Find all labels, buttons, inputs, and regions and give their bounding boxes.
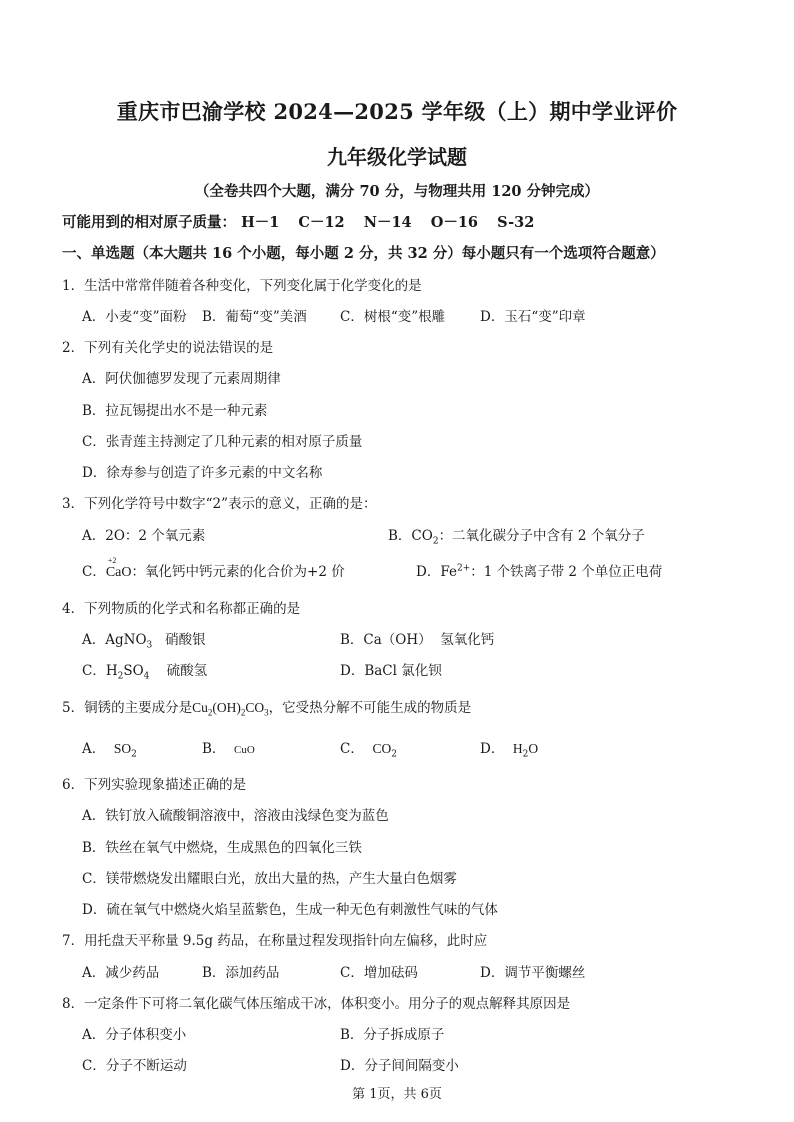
q8-option-a: A．分子体积变小 xyxy=(82,1027,187,1043)
q4-d-formula: D．BaCl xyxy=(340,663,397,679)
q3-option-b xyxy=(388,524,645,547)
q5-f1: Cu xyxy=(192,700,208,715)
q5-stem-post: ，它受热分解不可能生成的物质是 xyxy=(268,700,472,716)
q4-a-pre: A．AgNO xyxy=(82,632,147,648)
q1-stem: 1．生活中常常伴随着各种变化，下列变化属于化学变化的是 xyxy=(62,278,422,294)
q4-option-a xyxy=(82,628,206,651)
q5-a-label: A． xyxy=(82,741,106,757)
q5-option-b xyxy=(202,737,255,757)
q5-b-label: B． xyxy=(202,741,226,757)
q7-option-d: D．调节平衡螺丝 xyxy=(480,965,586,981)
q3-c-valence: +2 xyxy=(107,556,117,565)
q4-stem: 4．下列物质的化学式和名称都正确的是 xyxy=(62,601,301,617)
q3-b-sub: 2 xyxy=(432,536,439,547)
q3-d-post: ：1 个铁离子带 2 个单位正电荷 xyxy=(470,564,663,580)
q4-b-name: 氢氧化钙 xyxy=(440,632,495,648)
q5-a-formula: SO xyxy=(113,741,132,756)
q5-f1-sub: 2 xyxy=(207,707,213,718)
mass-h: H－1 xyxy=(241,214,280,231)
mass-n: N－14 xyxy=(363,214,412,231)
q5-d-sub: 2 xyxy=(522,749,529,760)
q1-option-c: C．树根“变”根雕 xyxy=(340,309,446,325)
q3-option-a: A．2O：2 个氧元素 xyxy=(82,528,206,544)
q8-option-b: B．分子拆成原子 xyxy=(340,1027,445,1043)
q5-stem xyxy=(62,696,471,716)
mass-o: O－16 xyxy=(430,214,479,231)
q3-c-post: ：氧化钙中钙元素的化合价为+2 价 xyxy=(131,564,345,580)
q7-option-c: C．增加砝码 xyxy=(340,965,418,981)
q6-option-a: A．铁钉放入硫酸铜溶液中，溶液由浅绿色变为蓝色 xyxy=(82,808,389,824)
q5-c-label: C． xyxy=(340,741,364,757)
q6-option-b: B．铁丝在氧气中燃烧，生成黑色的四氧化三铁 xyxy=(82,840,362,856)
q4-c-sub2: 4 xyxy=(143,671,150,682)
q4-c-name: 硫酸氢 xyxy=(166,663,208,679)
q3-option-d xyxy=(416,560,662,580)
q5-d-label: D． xyxy=(480,741,505,757)
q5-option-a xyxy=(82,737,137,760)
q5-c-formula: CO xyxy=(372,741,392,756)
q3-d-pre: D．Fe xyxy=(416,564,457,580)
q2-option-c: C．张青莲主持测定了几种元素的相对原子质量 xyxy=(82,434,363,450)
q5-f3-sub: 3 xyxy=(264,707,269,718)
q2-stem: 2．下列有关化学史的说法错误的是 xyxy=(62,340,274,356)
q4-d-name: 氯化钡 xyxy=(401,663,442,679)
q6-stem: 6．下列实验现象描述正确的是 xyxy=(62,777,247,793)
q5-option-d xyxy=(480,737,539,760)
q5-formula xyxy=(192,700,269,718)
mass-c: C－12 xyxy=(298,214,345,231)
q7-option-b: B．添加药品 xyxy=(202,965,280,981)
q3-c-formula: CaO xyxy=(105,565,132,580)
q7-stem: 7．用托盘天平称量 9.5g 药品，在称量过程发现指针向左偏移，此时应 xyxy=(62,933,488,949)
mass-s: S-32 xyxy=(497,214,535,231)
q2-option-a: A．阿伏伽德罗发现了元素周期律 xyxy=(82,371,281,387)
q5-b-formula: CuO xyxy=(234,744,255,756)
q2-option-b: B．拉瓦锡提出水不是一种元素 xyxy=(82,403,268,419)
atomic-masses-label: 可能用到的相对原子质量： xyxy=(62,214,236,231)
q4-c-sub1: 2 xyxy=(117,671,124,682)
q5-option-c xyxy=(340,737,397,760)
q1-option-a: A．小麦“变”面粉 xyxy=(82,309,187,325)
q5-f2: (OH) xyxy=(212,700,241,715)
q5-c-sub: 2 xyxy=(391,749,397,760)
q3-option-c xyxy=(82,556,345,581)
q5-stem-pre: 5．铜锈的主要成分是 xyxy=(62,700,193,716)
q1-option-b: B．葡萄“变”美酒 xyxy=(202,309,307,325)
atomic-masses xyxy=(62,211,548,232)
q6-option-c: C．镁带燃烧发出耀眼白光，放出大量的热，产生大量白色烟雾 xyxy=(82,871,457,887)
q4-c-mid: SO xyxy=(123,663,144,679)
q3-c-pre: C． xyxy=(82,564,106,580)
q8-stem: 8．一定条件下可将二氧化碳气体压缩成干冰，体积变小。用分子的观点解释其原因是 xyxy=(62,996,571,1012)
q4-a-name: 硝酸银 xyxy=(165,632,206,648)
q3-b-pre: B．CO xyxy=(388,528,433,544)
q5-a-sub: 2 xyxy=(131,749,137,760)
q4-b-formula: B．Ca（OH） xyxy=(340,632,432,648)
q5-d-f2: O xyxy=(528,741,539,756)
q5-f3: CO xyxy=(245,700,265,715)
q4-option-b xyxy=(340,628,494,648)
q3-stem: 3．下列化学符号中数字“2”表示的意义，正确的是： xyxy=(62,496,377,512)
q5-f2-sub: 2 xyxy=(240,707,246,718)
exam-subtitle: 九年级化学试题 xyxy=(327,145,467,169)
page-number: 第 1页，共 6页 xyxy=(352,1087,442,1102)
exam-note: （全卷共四个大题，满分 70 分，与物理共用 120 分钟完成） xyxy=(194,183,600,200)
q4-option-c xyxy=(82,659,208,682)
q4-option-d xyxy=(340,659,442,679)
q8-option-d: D．分子间间隔变小 xyxy=(340,1058,459,1074)
q4-a-sub: 3 xyxy=(146,640,153,651)
q5-d-f1: H xyxy=(512,741,523,756)
q6-option-d: D．硫在氧气中燃烧火焰呈蓝紫色，生成一种无色有刺激性气味的气体 xyxy=(82,902,498,918)
q3-b-post: ：二氧化碳分子中含有 2 个氧分子 xyxy=(438,528,645,544)
q2-option-d: D．徐寿参与创造了许多元素的中文名称 xyxy=(82,465,323,481)
q3-d-sup: 2+ xyxy=(456,563,471,574)
q3-c-formula-wrap xyxy=(105,556,132,581)
q1-option-d: D．玉石“变”印章 xyxy=(480,309,586,325)
section-title: 一、单选题（本大题共 16 个小题，每小题 2 分，共 32 分）每小题只有一个选项符合题意） xyxy=(62,245,665,262)
exam-title: 重庆市巴渝学校 2024—2025 学年级（上）期中学业评价 xyxy=(116,99,678,124)
q4-c-pre: C．H xyxy=(82,663,118,679)
q8-option-c: C．分子不断运动 xyxy=(82,1058,187,1074)
q7-option-a: A．减少药品 xyxy=(82,965,160,981)
